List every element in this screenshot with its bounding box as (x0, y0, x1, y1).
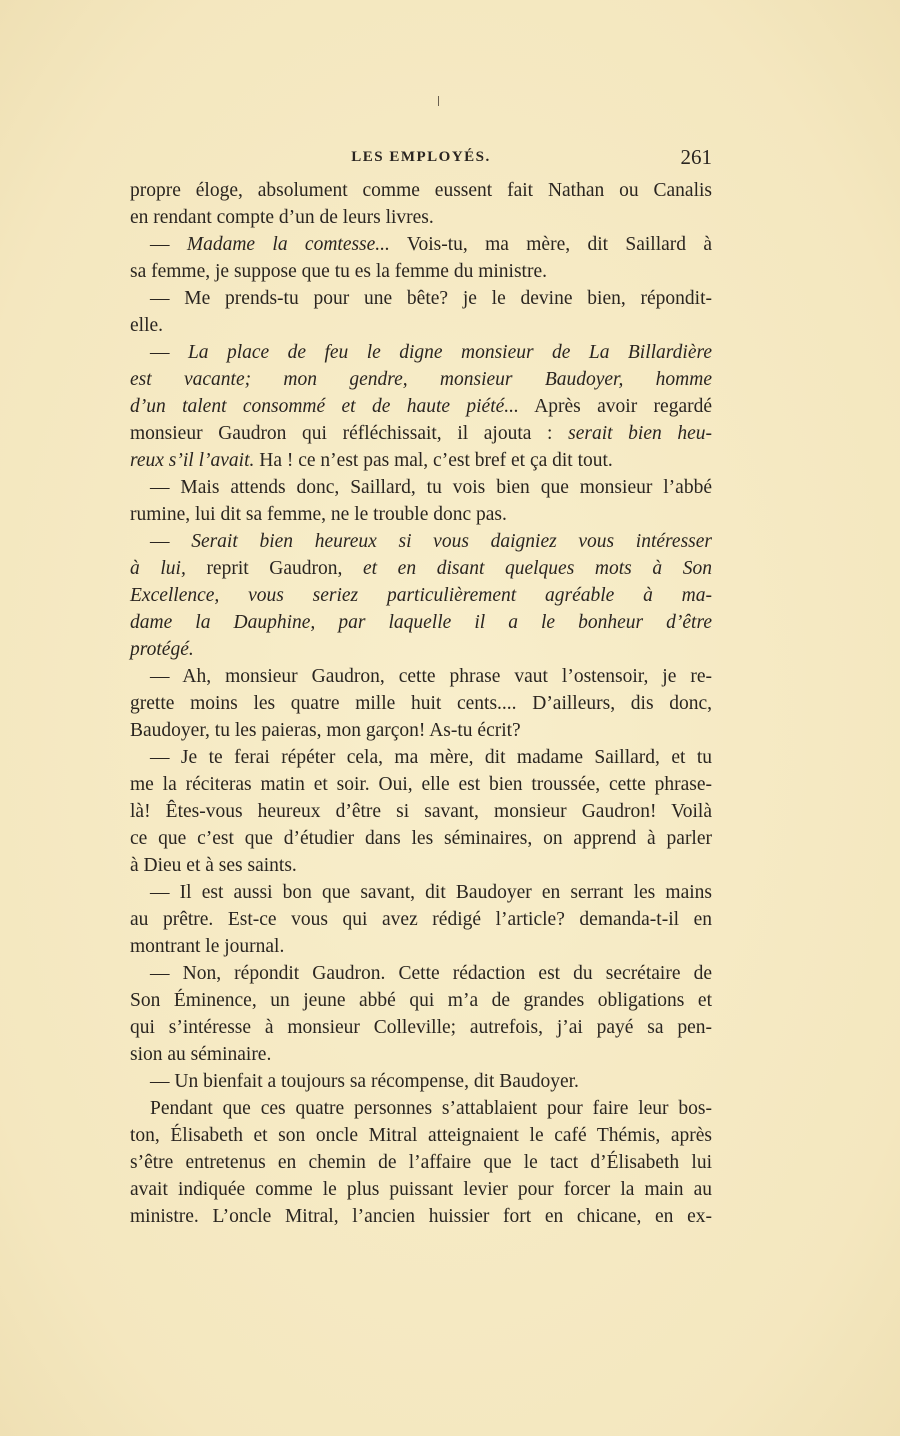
text-line (130, 393, 712, 420)
text-line (130, 879, 712, 906)
text-line (130, 744, 712, 771)
italic-text: reux s’il l’avait. (130, 450, 255, 471)
text-segment: — Je te ferai répéter cela, ma mère, dit madame Saillard, et tu (150, 747, 712, 768)
page-header (130, 145, 712, 169)
text-segment: Pendant que ces quatre personnes s’attablaient pour faire leur bos- (150, 1098, 712, 1119)
text-segment: Son Éminence, un jeune abbé qui m’a de grandes obligations et (130, 990, 712, 1011)
text-segment: en rendant compte d’un de leurs livres. (130, 207, 434, 228)
text-segment: monsieur Gaudron qui réfléchissait, il ajouta : (130, 423, 569, 444)
text-line (130, 312, 712, 339)
text-line (130, 906, 712, 933)
text-segment: là! Êtes-vous heureux d’être si savant, monsieur Gaudron! Voilà (130, 801, 712, 822)
text-line (130, 420, 712, 447)
text-line (130, 1014, 712, 1041)
text-segment: reprit Gaudron, (185, 558, 363, 579)
text-segment: ton, Élisabeth et son oncle Mitral atteignaient le café Thémis, après (130, 1125, 712, 1146)
running-title: LES EMPLOYÉS. (351, 149, 491, 165)
text-line (130, 1095, 712, 1122)
text-line (130, 933, 712, 960)
text-line (130, 663, 712, 690)
italic-text: La place de feu le digne monsieur de La Billardière (187, 342, 712, 363)
text-line (130, 285, 712, 312)
text-line (130, 1149, 712, 1176)
text-line (130, 258, 712, 285)
text-segment: — (150, 234, 187, 255)
text-line (130, 177, 712, 204)
text-segment: elle. (130, 315, 164, 336)
text-line (130, 204, 712, 231)
text-line (130, 339, 712, 366)
text-line (130, 366, 712, 393)
text-segment: s’être entretenus en chemin de l’affaire que le tact d’Élisabeth lui (130, 1152, 712, 1173)
italic-text: Serait bien heureux si vous daigniez vous intéresser (191, 531, 712, 552)
italic-text: serait bien heu- (568, 423, 713, 444)
text-line (130, 798, 712, 825)
italic-text: Excellence, vous seriez particulièrement agréable à ma- (130, 585, 712, 606)
text-segment: sion au séminaire. (130, 1044, 272, 1065)
text-line (130, 717, 712, 744)
text-segment: — (150, 531, 192, 552)
text-line (130, 1176, 712, 1203)
text-segment: propre éloge, absolument comme eussent fait Nathan ou Canalis (130, 180, 712, 201)
text-segment: — Non, répondit Gaudron. Cette rédaction est du secrétaire de (150, 963, 712, 984)
text-line (130, 636, 712, 663)
text-segment: rumine, lui dit sa femme, ne le trouble donc pas. (130, 504, 507, 525)
italic-text: protégé. (130, 639, 194, 660)
text-segment: — (150, 342, 188, 363)
text-segment: au prêtre. Est-ce vous qui avez rédigé l’article? demanda-t-il en (130, 909, 712, 930)
text-segment: à Dieu et à ses saints. (130, 855, 297, 876)
text-segment: montrant le journal. (130, 936, 285, 957)
text-line (130, 690, 712, 717)
text-line (130, 609, 712, 636)
italic-text: à lui, (130, 558, 186, 579)
text-line (130, 1068, 712, 1095)
text-line (130, 852, 712, 879)
italic-text: d’un talent consommé et de haute piété... (130, 396, 519, 417)
body-text (130, 177, 712, 1230)
italic-text: est vacante; mon gendre, monsieur Baudoyer, homme (130, 369, 712, 390)
scan-mark (438, 96, 439, 106)
text-line (130, 447, 712, 474)
page-number: 261 (680, 145, 712, 169)
text-segment: Baudoyer, tu les paieras, mon garçon! As-tu écrit? (130, 720, 521, 741)
text-line (130, 987, 712, 1014)
text-segment: grette moins les quatre mille huit cents.... D’ailleurs, dis donc, (130, 693, 712, 714)
text-line (130, 528, 712, 555)
text-line (130, 1122, 712, 1149)
text-segment: ce que c’est que d’étudier dans les séminaires, on apprend à parler (130, 828, 712, 849)
text-line (130, 960, 712, 987)
text-line (130, 231, 712, 258)
italic-text: et en disant quelques mots à Son (363, 558, 712, 579)
italic-text: Madame la comtesse... (186, 234, 390, 255)
text-segment: qui s’intéresse à monsieur Colleville; autrefois, j’ai payé sa pen- (130, 1017, 712, 1038)
text-line (130, 582, 712, 609)
text-line (130, 1203, 712, 1230)
text-line (130, 771, 712, 798)
text-segment: — Un bienfait a toujours sa récompense, dit Baudoyer. (150, 1071, 579, 1092)
text-segment: Vois-tu, ma mère, dit Saillard à (389, 234, 713, 255)
text-line (130, 825, 712, 852)
text-segment: me la réciteras matin et soir. Oui, elle est bien troussée, cette phrase- (130, 774, 712, 795)
text-segment: avait indiquée comme le plus puissant levier pour forcer la main au (130, 1179, 712, 1200)
italic-text: dame la Dauphine, par laquelle il a le bonheur d’être (130, 612, 712, 633)
text-segment: ministre. L’oncle Mitral, l’ancien huissier fort en chicane, en ex- (130, 1206, 712, 1227)
text-segment: — Mais attends donc, Saillard, tu vois bien que monsieur l’abbé (150, 477, 712, 498)
text-segment: — Me prends-tu pour une bête? je le devine bien, répondit- (150, 288, 712, 309)
text-line (130, 501, 712, 528)
text-segment: sa femme, je suppose que tu es la femme du ministre. (130, 261, 547, 282)
text-segment: Après avoir regardé (518, 396, 712, 417)
text-segment: Ha ! ce n’est pas mal, c’est bref et ça dit tout. (254, 450, 613, 471)
text-line (130, 474, 712, 501)
text-segment: — Il est aussi bon que savant, dit Baudoyer en serrant les mains (150, 882, 712, 903)
text-line (130, 555, 712, 582)
text-segment: — Ah, monsieur Gaudron, cette phrase vaut l’ostensoir, je re- (150, 666, 712, 687)
text-line (130, 1041, 712, 1068)
